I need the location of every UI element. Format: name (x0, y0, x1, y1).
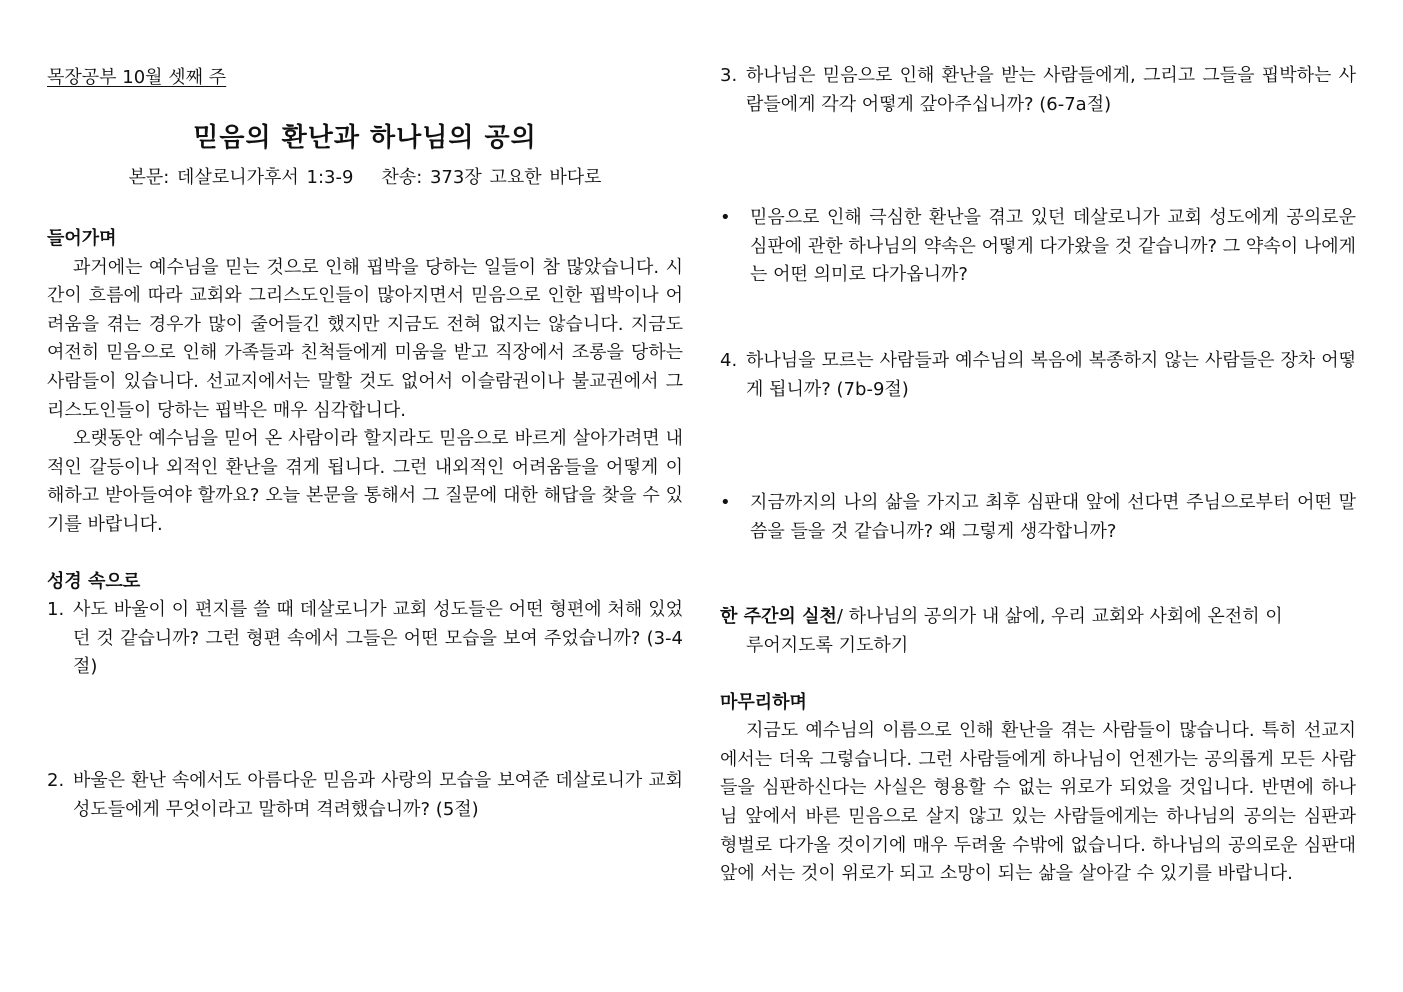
question-4 (720, 347, 1356, 404)
document-title: 믿음의 환난과 하나님의 공의 (193, 123, 537, 153)
question-text: 사도 바울이 이 편지를 쓸 때 데살로니가 교회 성도들은 어떤 형편에 처해 있었던 것 같습니까? 그런 형편 속에서 그들은 어떤 모습을 보여 주었습니까? (3-4절) (73, 599, 683, 678)
intro-paragraph-1: 과거에는 예수님을 믿는 것으로 인해 핍박을 당하는 일들이 참 많았습니다. 시간이 흐름에 따라 교회와 그리스도인들이 많아지면서 믿음으로 인한 핍박이나 어려움을 겪는 경우가 많이 줄어들긴 했지만 지금도 전혀 없지는 않습니다. 지금도 여전히 믿음으로 인해 가족들과 친척들에게 미움을 받고 직장에서 조롱을 당하는 사람들이 있습니다. 선교지에서는 말할 것도 없어서 이슬람권이나 불교권에서 그리스도인들이 당하는 핍박은 매우 심각합니다. (47, 256, 683, 421)
weekly-practice (720, 603, 1356, 660)
subtitle-line (47, 164, 683, 192)
practice-label: 한 주간의 실천 (720, 606, 837, 628)
reflection-text: 믿음으로 인해 극심한 환난을 겪고 있던 데살로니가 교회 성도에게 공의로운 심판에 관한 하나님의 약속은 어떻게 다가왔을 것 같습니까? 그 약속이 나에게는 어떤 의미로 다가옵니까? (750, 207, 1356, 286)
question-number: 1. (47, 599, 65, 621)
hymn-reference: 찬송: 373장 고요한 바다로 (381, 167, 602, 188)
scripture-reference: 본문: 데살로니가후서 1:3-9 (128, 167, 354, 188)
question-text: 하나님은 믿음으로 인해 환난을 받는 사람들에게, 그리고 그들을 핍박하는 사람들에게 각각 어떻게 갚아주십니까? (6-7a절) (746, 65, 1356, 115)
question-3 (720, 62, 1356, 119)
intro-paragraph-2: 오랫동안 예수님을 믿어 온 사람이라 할지라도 믿음으로 바르게 살아가려면 내적인 갈등이나 외적인 환난을 겪게 됩니다. 그런 내외적인 어려움들을 어떻게 이해하고 받아들여야 할까요? 오늘 본문을 통해서 그 질문에 대한 해답을 찾을 수 있기를 바랍니다. (47, 428, 683, 535)
question-number: 3. (720, 65, 738, 86)
bullet-mark: • (720, 492, 731, 514)
bullet-mark: • (720, 207, 731, 229)
question-text: 하나님을 모르는 사람들과 예수님의 복음에 복종하지 않는 사람들은 장차 어떻게 됩니까? (7b-9절) (746, 349, 1356, 400)
question-2 (47, 767, 683, 824)
reflection-bullet-1 (720, 204, 1356, 290)
practice-line-1: / 하나님의 공의가 내 삶에, 우리 교회와 사회에 온전히 이 (836, 606, 1283, 628)
left-column (47, 62, 683, 824)
header-label: 목장공부 10월 셋째 주 (47, 67, 227, 88)
practice-line-2: 루어지도록 기도하기 (746, 634, 909, 656)
question-number: 2. (47, 769, 65, 791)
intro-heading: 들어가며 (47, 228, 117, 249)
question-1 (47, 596, 683, 682)
bible-heading: 성경 속으로 (47, 570, 141, 592)
question-number: 4. (720, 349, 738, 371)
question-text: 바울은 환난 속에서도 아름다운 믿음과 사랑의 모습을 보여준 데살로니가 교회 성도들에게 무엇이라고 말하며 격려했습니까? (5절) (73, 769, 683, 820)
reflection-text: 지금까지의 나의 삶을 가지고 최후 심판대 앞에 선다면 주님으로부터 어떤 말씀을 들을 것 같습니까? 왜 그렇게 생각합니까? (750, 492, 1356, 542)
closing-paragraph: 지금도 예수님의 이름으로 인해 환난을 겪는 사람들이 많습니다. 특히 선교지에서는 더욱 그렇습니다. 그런 사람들에게 하나님이 언젠가는 공의롭게 모든 사람들을 심판하신다는 사실은 형용할 수 없는 위로가 되었을 것입니다. 반면에 하나님 앞에서 바른 믿음으로 살지 않고 있는 사람들에게는 하나님의 공의는 심판과 형벌로 다가올 것이기에 매우 두려울 수밖에 없습니다. 하나님의 공의로운 심판대 앞에 서는 것이 위로가 되고 소망이 되는 삶을 살아갈 수 있기를 바랍니다. (720, 720, 1356, 885)
closing-heading: 마무리하며 (720, 691, 807, 713)
right-column (720, 62, 1356, 889)
reflection-bullet-2 (720, 489, 1356, 546)
